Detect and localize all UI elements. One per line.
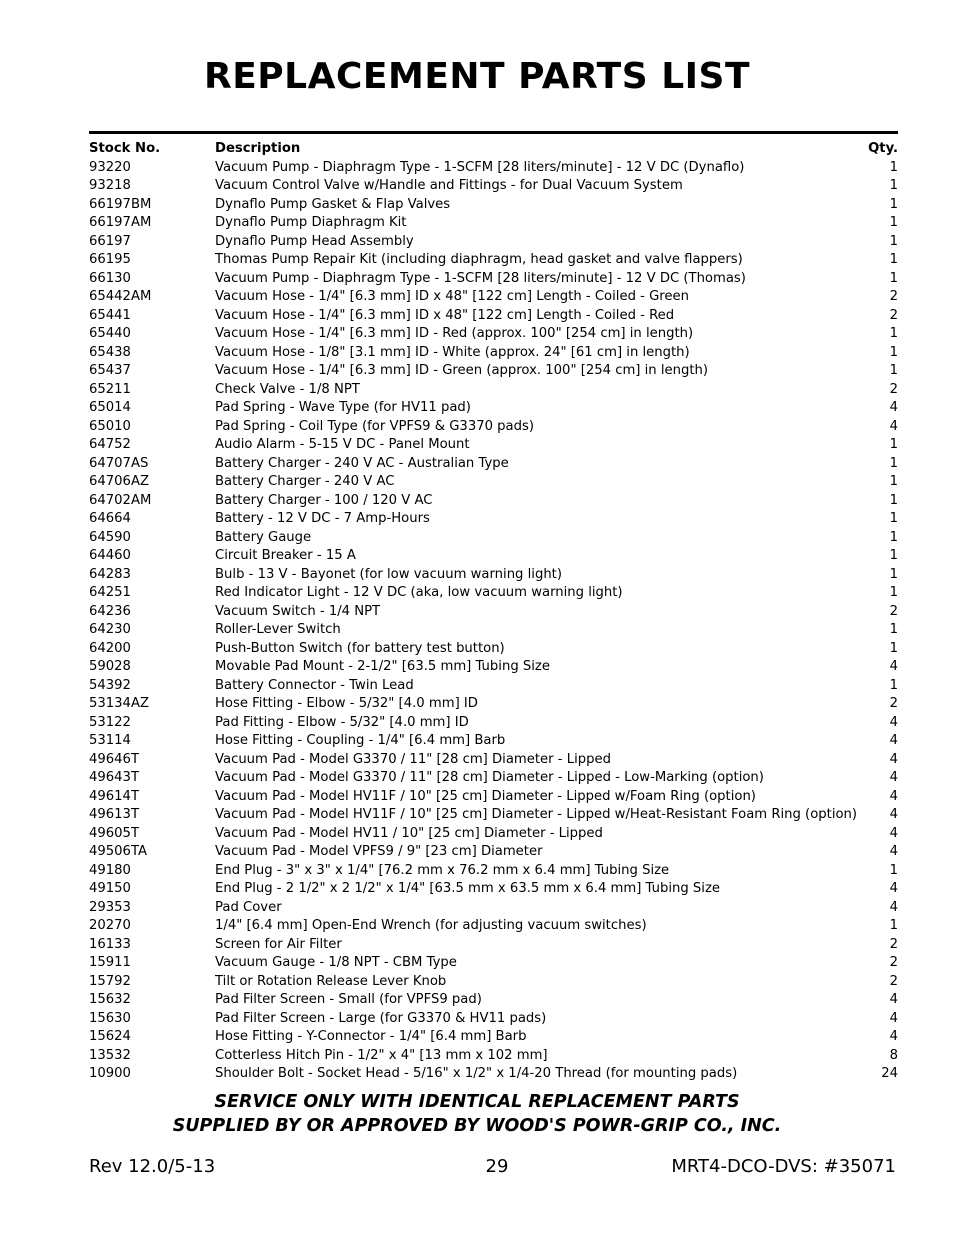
qty-cell: 2 xyxy=(889,955,898,970)
stock-no-cell: 49613T xyxy=(89,807,140,822)
table-row xyxy=(89,381,898,400)
table-row xyxy=(89,1010,898,1029)
stock-no-cell: 66197AM xyxy=(89,215,152,230)
stock-no-cell: 53122 xyxy=(89,714,131,730)
qty-cell: 2 xyxy=(889,307,898,323)
table-row xyxy=(89,973,898,992)
table-row xyxy=(89,436,898,455)
qty-cell: 1 xyxy=(889,178,898,193)
table-row xyxy=(89,1028,898,1047)
qty-cell: 1 xyxy=(889,455,898,471)
description-cell: Thomas Pump Repair Kit (including diaphragm, head gasket and valve flappers) xyxy=(215,252,743,267)
table-row xyxy=(89,732,898,751)
description-cell: 1/4" [6.4 mm] Open-End Wrench (for adjusting vacuum switches) xyxy=(215,918,647,933)
description-cell: Battery Connector - Twin Lead xyxy=(215,677,414,693)
qty-cell: 4 xyxy=(889,659,898,674)
qty-cell: 4 xyxy=(889,418,898,434)
stock-no-cell: 53114 xyxy=(89,733,131,748)
description-cell: Pad Spring - Wave Type (for HV11 pad) xyxy=(215,400,471,415)
stock-no-cell: 64283 xyxy=(89,566,131,582)
description-cell: Red Indicator Light - 12 V DC (aka, low vacuum warning light) xyxy=(215,585,623,600)
stock-no-cell: 64236 xyxy=(89,603,131,619)
stock-no-cell: 64702AM xyxy=(89,492,152,508)
description-cell: Circuit Breaker - 15 A xyxy=(215,548,356,563)
qty-cell: 4 xyxy=(889,881,898,896)
qty-cell: 1 xyxy=(889,326,898,341)
stock-no-cell: 64707AS xyxy=(89,455,149,471)
stock-no-cell: 93220 xyxy=(89,159,131,175)
table-row xyxy=(89,418,898,437)
description-cell: Tilt or Rotation Release Lever Knob xyxy=(215,973,447,989)
qty-cell: 4 xyxy=(889,788,898,804)
stock-no-cell: 54392 xyxy=(89,677,131,693)
description-cell: Dynaflo Pump Gasket & Flap Valves xyxy=(215,196,451,212)
table-row xyxy=(89,566,898,585)
description-cell: Battery Gauge xyxy=(215,529,312,545)
qty-cell: 1 xyxy=(889,270,898,286)
qty-cell: 1 xyxy=(889,159,898,175)
qty-cell: 1 xyxy=(889,215,898,230)
description-cell: Vacuum Hose - 1/8" [3.1 mm] ID - White (approx. 24" [61 cm] in length) xyxy=(215,344,690,360)
stock-no-cell: 65437 xyxy=(89,363,131,378)
stock-no-cell: 66197 xyxy=(89,233,131,249)
table-row xyxy=(89,714,898,733)
qty-cell: 4 xyxy=(889,400,898,415)
qty-cell: 1 xyxy=(889,918,898,933)
qty-cell: 1 xyxy=(889,363,898,378)
description-cell: Vacuum Hose - 1/4" [6.3 mm] ID x 48" [122 cm] Length - Coiled - Green xyxy=(215,289,690,304)
table-row xyxy=(89,473,898,492)
table-row xyxy=(89,455,898,474)
description-cell: Vacuum Pad - Model VPFS9 / 9" [23 cm] Diameter xyxy=(215,844,543,859)
qty-cell: 1 xyxy=(889,548,898,563)
qty-cell: 1 xyxy=(889,474,898,489)
table-row xyxy=(89,529,898,548)
description-cell: Vacuum Switch - 1/4 NPT xyxy=(215,603,381,619)
qty-cell: 2 xyxy=(889,973,898,989)
stock-no-cell: 65441 xyxy=(89,307,131,323)
stock-no-cell: 64200 xyxy=(89,640,131,656)
stock-no-cell: 13532 xyxy=(89,1047,131,1063)
description-cell: Vacuum Hose - 1/4" [6.3 mm] ID - Green (approx. 100" [254 cm] in length) xyxy=(215,363,709,378)
qty-cell: 4 xyxy=(889,751,898,767)
description-cell: Movable Pad Mount - 2-1/2" [63.5 mm] Tubing Size xyxy=(215,659,550,674)
qty-cell: 2 xyxy=(889,289,898,304)
table-row xyxy=(89,917,898,936)
stock-no-cell: 49643T xyxy=(89,770,140,785)
table-row xyxy=(89,991,898,1010)
stock-no-cell: 49646T xyxy=(89,751,140,767)
qty-cell: 1 xyxy=(889,511,898,526)
stock-no-cell: 66130 xyxy=(89,270,131,286)
description-cell: Shoulder Bolt - Socket Head - 5/16" x 1/2" x 1/4-20 Thread (for mounting pads) xyxy=(215,1066,738,1081)
table-row xyxy=(89,899,898,918)
qty-cell: 4 xyxy=(889,714,898,730)
qty-cell: 2 xyxy=(889,381,898,397)
table-row xyxy=(89,177,898,196)
table-row xyxy=(89,251,898,270)
description-cell: Hose Fitting - Y-Connector - 1/4" [6.4 mm] Barb xyxy=(215,1029,527,1044)
header-qty: Qty. xyxy=(868,141,898,156)
description-cell: Hose Fitting - Elbow - 5/32" [4.0 mm] ID xyxy=(215,696,478,711)
description-cell: Battery Charger - 240 V AC xyxy=(215,474,395,489)
qty-cell: 4 xyxy=(889,992,898,1007)
service-notice-line-1: SERVICE ONLY WITH IDENTICAL REPLACEMENT PARTS xyxy=(214,1092,740,1112)
description-cell: Vacuum Hose - 1/4" [6.3 mm] ID x 48" [122 cm] Length - Coiled - Red xyxy=(215,307,675,323)
stock-no-cell: 10900 xyxy=(89,1066,131,1081)
qty-cell: 2 xyxy=(889,696,898,711)
stock-no-cell: 49180 xyxy=(89,862,131,878)
stock-no-cell: 64460 xyxy=(89,548,131,563)
description-cell: Roller-Lever Switch xyxy=(215,622,341,637)
qty-cell: 4 xyxy=(889,1029,898,1044)
qty-cell: 1 xyxy=(889,344,898,360)
table-row xyxy=(89,325,898,344)
stock-no-cell: 65014 xyxy=(89,400,131,415)
qty-cell: 1 xyxy=(889,529,898,545)
table-row xyxy=(89,825,898,844)
table-row xyxy=(89,399,898,418)
table-row xyxy=(89,843,898,862)
qty-cell: 1 xyxy=(889,437,898,452)
table-row xyxy=(89,344,898,363)
table-row xyxy=(89,362,898,381)
stock-no-cell: 64706AZ xyxy=(89,474,150,489)
qty-cell: 1 xyxy=(889,640,898,656)
qty-cell: 1 xyxy=(889,566,898,582)
description-cell: Vacuum Control Valve w/Handle and Fittings - for Dual Vacuum System xyxy=(215,178,683,193)
header-rule xyxy=(89,131,898,134)
stock-no-cell: 49150 xyxy=(89,881,131,896)
stock-no-cell: 64230 xyxy=(89,622,131,637)
description-cell: Check Valve - 1/8 NPT xyxy=(215,381,360,397)
table-row xyxy=(89,658,898,677)
stock-no-cell: 16133 xyxy=(89,936,131,952)
table-row xyxy=(89,196,898,215)
description-cell: Cotterless Hitch Pin - 1/2" x 4" [13 mm x 102 mm] xyxy=(215,1047,548,1063)
table-body xyxy=(89,159,898,1084)
table-row xyxy=(89,288,898,307)
table-row xyxy=(89,640,898,659)
table-row xyxy=(89,233,898,252)
table-row xyxy=(89,159,898,178)
stock-no-cell: 66197BM xyxy=(89,196,152,212)
qty-cell: 1 xyxy=(889,622,898,637)
description-cell: Screen for Air Filter xyxy=(215,936,342,952)
description-cell: Pad Filter Screen - Small (for VPFS9 pad) xyxy=(215,992,482,1007)
description-cell: End Plug - 3" x 3" x 1/4" [76.2 mm x 76.2 mm x 6.4 mm] Tubing Size xyxy=(215,862,670,878)
stock-no-cell: 64590 xyxy=(89,529,131,545)
qty-cell: 1 xyxy=(889,862,898,878)
qty-cell: 4 xyxy=(889,1010,898,1026)
footer-document-id: MRT4-DCO-DVS: #35071 xyxy=(671,1156,896,1177)
qty-cell: 4 xyxy=(889,770,898,785)
description-cell: Push-Button Switch (for battery test button) xyxy=(215,640,505,656)
table-row xyxy=(89,751,898,770)
table-row xyxy=(89,695,898,714)
qty-cell: 2 xyxy=(889,603,898,619)
description-cell: Vacuum Pump - Diaphragm Type - 1-SCFM [28 liters/minute] - 12 V DC (Thomas) xyxy=(215,270,746,286)
stock-no-cell: 65438 xyxy=(89,344,131,360)
stock-no-cell: 65211 xyxy=(89,381,131,397)
stock-no-cell: 49614T xyxy=(89,788,140,804)
qty-cell: 24 xyxy=(881,1066,898,1081)
table-header-row xyxy=(89,140,898,159)
service-notice-line-2: SUPPLIED BY OR APPROVED BY WOOD'S POWR-GRIP CO., INC. xyxy=(172,1116,782,1136)
description-cell: Vacuum Hose - 1/4" [6.3 mm] ID - Red (approx. 100" [254 cm] in length) xyxy=(215,326,694,341)
description-cell: Vacuum Pad - Model HV11F / 10" [25 cm] Diameter - Lipped w/Foam Ring (option) xyxy=(215,788,756,804)
table-row xyxy=(89,936,898,955)
qty-cell: 1 xyxy=(889,196,898,212)
description-cell: Battery - 12 V DC - 7 Amp-Hours xyxy=(215,511,430,526)
table-row xyxy=(89,621,898,640)
description-cell: Dynaflo Pump Diaphragm Kit xyxy=(215,215,407,230)
qty-cell: 4 xyxy=(889,733,898,748)
description-cell: Battery Charger - 240 V AC - Australian Type xyxy=(215,455,509,471)
stock-no-cell: 65440 xyxy=(89,326,131,341)
stock-no-cell: 15792 xyxy=(89,973,131,989)
footer-revision: Rev 12.0/5-13 xyxy=(89,1156,216,1177)
description-cell: Vacuum Pad - Model HV11F / 10" [25 cm] Diameter - Lipped w/Heat-Resistant Foam Ring (option) xyxy=(215,807,858,822)
description-cell: Hose Fitting - Coupling - 1/4" [6.4 mm] Barb xyxy=(215,733,506,748)
stock-no-cell: 65442AM xyxy=(89,289,152,304)
stock-no-cell: 15911 xyxy=(89,955,131,970)
description-cell: Pad Cover xyxy=(215,899,282,915)
qty-cell: 1 xyxy=(889,252,898,267)
description-cell: Vacuum Pad - Model HV11 / 10" [25 cm] Diameter - Lipped xyxy=(215,825,603,841)
qty-cell: 4 xyxy=(889,899,898,915)
qty-cell: 1 xyxy=(889,492,898,508)
stock-no-cell: 15632 xyxy=(89,992,131,1007)
qty-cell: 2 xyxy=(889,936,898,952)
qty-cell: 1 xyxy=(889,585,898,600)
table-row xyxy=(89,214,898,233)
stock-no-cell: 49506TA xyxy=(89,844,148,859)
footer-page-number: 29 xyxy=(485,1156,509,1177)
description-cell: Dynaflo Pump Head Assembly xyxy=(215,233,414,249)
description-cell: Vacuum Pad - Model G3370 / 11" [28 cm] Diameter - Lipped xyxy=(215,751,611,767)
description-cell: Vacuum Gauge - 1/8 NPT - CBM Type xyxy=(215,955,457,970)
description-cell: Bulb - 13 V - Bayonet (for low vacuum warning light) xyxy=(215,566,562,582)
stock-no-cell: 15630 xyxy=(89,1010,131,1026)
description-cell: Battery Charger - 100 / 120 V AC xyxy=(215,492,433,508)
stock-no-cell: 64752 xyxy=(89,437,131,452)
table-row xyxy=(89,806,898,825)
description-cell: Audio Alarm - 5-15 V DC - Panel Mount xyxy=(215,437,470,452)
table-row xyxy=(89,677,898,696)
qty-cell: 8 xyxy=(889,1047,898,1063)
table-row xyxy=(89,769,898,788)
table-row xyxy=(89,862,898,881)
table-row xyxy=(89,954,898,973)
qty-cell: 4 xyxy=(889,825,898,841)
stock-no-cell: 93218 xyxy=(89,178,131,193)
description-cell: Pad Filter Screen - Large (for G3370 & HV11 pads) xyxy=(215,1010,547,1026)
table-row xyxy=(89,270,898,289)
header-stock-no: Stock No. xyxy=(89,141,161,156)
stock-no-cell: 49605T xyxy=(89,825,140,841)
stock-no-cell: 66195 xyxy=(89,252,131,267)
table-row xyxy=(89,492,898,511)
table-row xyxy=(89,584,898,603)
qty-cell: 4 xyxy=(889,844,898,859)
parts-table xyxy=(89,140,898,1084)
stock-no-cell: 15624 xyxy=(89,1029,131,1044)
qty-cell: 1 xyxy=(889,233,898,249)
table-row xyxy=(89,307,898,326)
table-row xyxy=(89,880,898,899)
stock-no-cell: 64251 xyxy=(89,585,131,600)
page-title: REPLACEMENT PARTS LIST xyxy=(203,56,751,97)
stock-no-cell: 53134AZ xyxy=(89,696,150,711)
table-row xyxy=(89,510,898,529)
qty-cell: 1 xyxy=(889,677,898,693)
table-row xyxy=(89,788,898,807)
table-row xyxy=(89,1065,898,1084)
stock-no-cell: 29353 xyxy=(89,899,131,915)
stock-no-cell: 20270 xyxy=(89,918,131,933)
description-cell: Vacuum Pad - Model G3370 / 11" [28 cm] Diameter - Lipped - Low-Marking (option) xyxy=(215,770,764,785)
description-cell: Pad Fitting - Elbow - 5/32" [4.0 mm] ID xyxy=(215,714,469,730)
description-cell: Vacuum Pump - Diaphragm Type - 1-SCFM [28 liters/minute] - 12 V DC (Dynaflo) xyxy=(215,159,745,175)
stock-no-cell: 65010 xyxy=(89,418,131,434)
stock-no-cell: 59028 xyxy=(89,659,131,674)
description-cell: End Plug - 2 1/2" x 2 1/2" x 1/4" [63.5 mm x 63.5 mm x 6.4 mm] Tubing Size xyxy=(215,881,720,896)
header-description: Description xyxy=(215,141,301,156)
table-row xyxy=(89,603,898,622)
table-row xyxy=(89,547,898,566)
qty-cell: 4 xyxy=(889,807,898,822)
stock-no-cell: 64664 xyxy=(89,511,131,526)
description-cell: Pad Spring - Coil Type (for VPFS9 & G3370 pads) xyxy=(215,418,535,434)
table-row xyxy=(89,1047,898,1066)
